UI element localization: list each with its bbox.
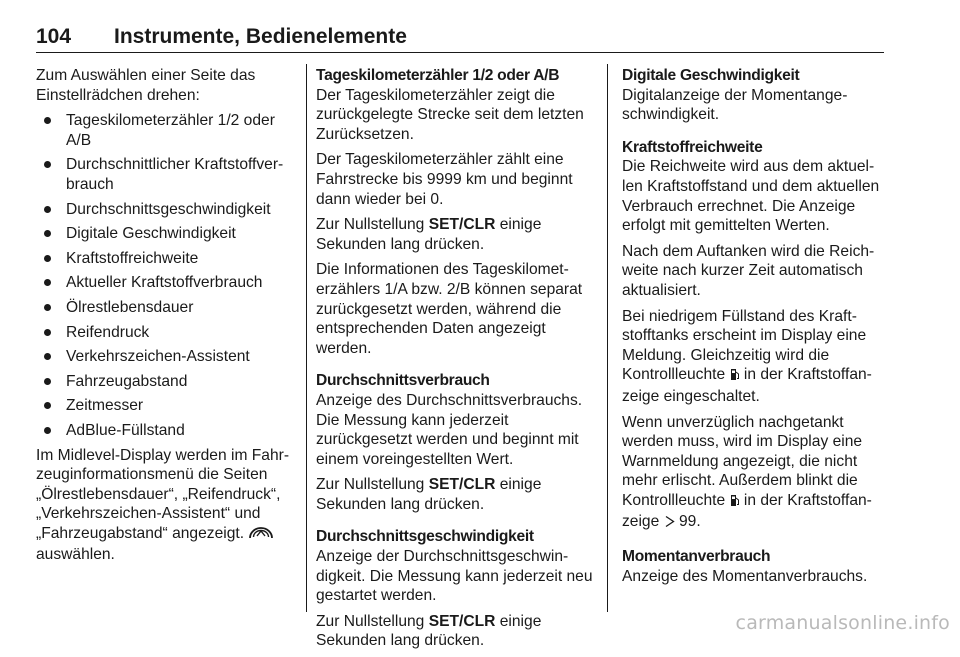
list-item: Reifendruck xyxy=(36,323,298,343)
bullet-icon xyxy=(44,378,51,385)
heading-fuel-range: Kraftstoffreichweite xyxy=(622,138,763,156)
avg-speed-paragraph: Anzeige der Durchschnittsgeschwindigkeit. Die Messung kann jederzeit neu gestartet werden. xyxy=(316,548,593,605)
column-divider-1 xyxy=(306,64,307,612)
heading-trip-odometer: Tageskilometerzähler 1/2 oder A/B xyxy=(316,67,560,84)
list-item: Digitale Geschwindigkeit xyxy=(36,224,298,244)
bullet-icon xyxy=(44,402,51,409)
list-item: Aktueller Kraftstoffverbrauch xyxy=(36,273,298,293)
column-3 xyxy=(622,66,886,592)
heading-average-consumption: Durchschnittsverbrauch xyxy=(316,372,490,390)
page-header xyxy=(36,26,884,53)
bullet-icon xyxy=(44,353,51,360)
trip-paragraph-2: Der Tageskilometerzähler zählt eine Fahrstrecke bis 9999 km und beginnt dann wieder bei 0. xyxy=(316,151,573,208)
bullet-icon xyxy=(44,427,51,434)
list-item: Durchschnittlicher Kraftstoffverbrauch xyxy=(36,155,298,194)
bullet-icon xyxy=(44,230,51,237)
list-item: Ölrestlebensdauer xyxy=(36,298,298,318)
avg-speed-reset-paragraph: Zur Nullstellung SET/CLR einige Sekunden lang drücken. xyxy=(316,612,542,650)
avg-consumption-reset-paragraph: Zur Nullstellung SET/CLR einige Sekunden lang drücken. xyxy=(316,476,542,513)
bullet-icon xyxy=(44,161,51,168)
bullet-icon xyxy=(44,117,51,124)
list-item: Tageskilometerzähler 1/2 oder A/B xyxy=(36,111,298,150)
page-reference-link[interactable]: 99. xyxy=(678,513,701,531)
list-item: Durchschnittsgeschwindigkeit xyxy=(36,200,298,220)
bullet-icon xyxy=(44,329,51,336)
bullet-icon xyxy=(44,255,51,262)
list-item: AdBlue-Füllstand xyxy=(36,421,298,441)
bullet-icon xyxy=(44,279,51,286)
column-1 xyxy=(36,66,298,571)
page-list xyxy=(36,111,298,440)
fuel-pump-icon xyxy=(730,367,740,387)
set-clr-key: SET/CLR xyxy=(428,612,496,630)
fuel-pump-icon xyxy=(730,493,740,513)
midlevel-paragraph: Im Midlevel-Display werden im Fahrzeuginformationsmenü die Seiten „Ölrestlebensdauer“, „Reifendruck“, „Verkehrszeichen-Assistent“ und „Fahrzeugabstand“ angezeigt. auswählen. xyxy=(36,446,290,564)
page-number: 104 xyxy=(36,25,72,48)
range-paragraph-1: Die Reichweite wird aus dem aktuellen Kraftstoffstand und dem aktuellen Verbrauch errechnet. Die Anzeige erfolgt mit gemittelten Werten. xyxy=(622,158,880,235)
heading-current-consumption: Momentanverbrauch xyxy=(622,548,771,566)
bullet-icon xyxy=(44,304,51,311)
current-consumption-paragraph: Anzeige des Momentanverbrauchs. xyxy=(622,567,868,585)
heading-average-speed: Durchschnittsgeschwindigkeit xyxy=(316,528,534,546)
bullet-icon xyxy=(44,206,51,213)
range-paragraph-2: Nach dem Auftanken wird die Reichweite nach kurzer Zeit automatisch aktualisiert. xyxy=(622,242,875,299)
list-item: Zeitmesser xyxy=(36,396,298,416)
page-title: Instrumente, Bedienelemente xyxy=(114,25,407,48)
page-reference-arrow-icon xyxy=(664,514,675,534)
range-paragraph-4: Wenn unverzüglich nachgetankt werden muss, wird im Display eine Warnmeldung angezeigt, die nicht mehr erlischt. Außerdem blinkt die Kontrollleuchte in der Kraftstoffanzeige 99. xyxy=(622,413,886,535)
avg-consumption-paragraph: Anzeige des Durchschnittsverbrauchs. Die Messung kann jederzeit zurückgesetzt werden und beginnt mit einem voreingestellten Wert. xyxy=(316,391,583,468)
list-item: Verkehrszeichen-Assistent xyxy=(36,347,298,367)
list-item: Fahrzeugabstand xyxy=(36,372,298,392)
set-clr-key: SET/CLR xyxy=(428,476,496,494)
column-2 xyxy=(316,66,594,657)
trip-paragraph-4: Die Informationen des Tageskilometerzählers 1/A bzw. 2/B können separat zurückgesetzt werden, während die entsprechenden Daten angezeigt werden. xyxy=(316,261,583,357)
steering-wheel-icon xyxy=(248,526,274,546)
heading-digital-speed: Digitale Geschwindigkeit xyxy=(622,67,800,84)
range-paragraph-3: Bei niedrigem Füllstand des Kraftstofftanks erscheint im Display eine Meldung. Gleichzeitig wird die Kontrollleuchte in der Kraftstoffanzeige eingeschaltet. xyxy=(622,307,872,405)
list-item: Kraftstoffreichweite xyxy=(36,249,298,269)
trip-reset-paragraph: Zur Nullstellung SET/CLR einige Sekunden lang drücken. xyxy=(316,216,542,253)
watermark: carmanualsonline.info xyxy=(735,612,950,634)
trip-paragraph-1: Der Tageskilometerzähler zeigt die zurückgelegte Strecke seit dem letzten Zurücksetzen. xyxy=(316,86,584,143)
column-divider-2 xyxy=(607,64,608,612)
digital-speed-paragraph: Digitalanzeige der Momentangeschwindigkeit. xyxy=(622,86,848,124)
intro-text: Zum Auswählen einer Seite das Einstellrädchen drehen: xyxy=(36,67,256,104)
set-clr-key: SET/CLR xyxy=(428,216,496,234)
